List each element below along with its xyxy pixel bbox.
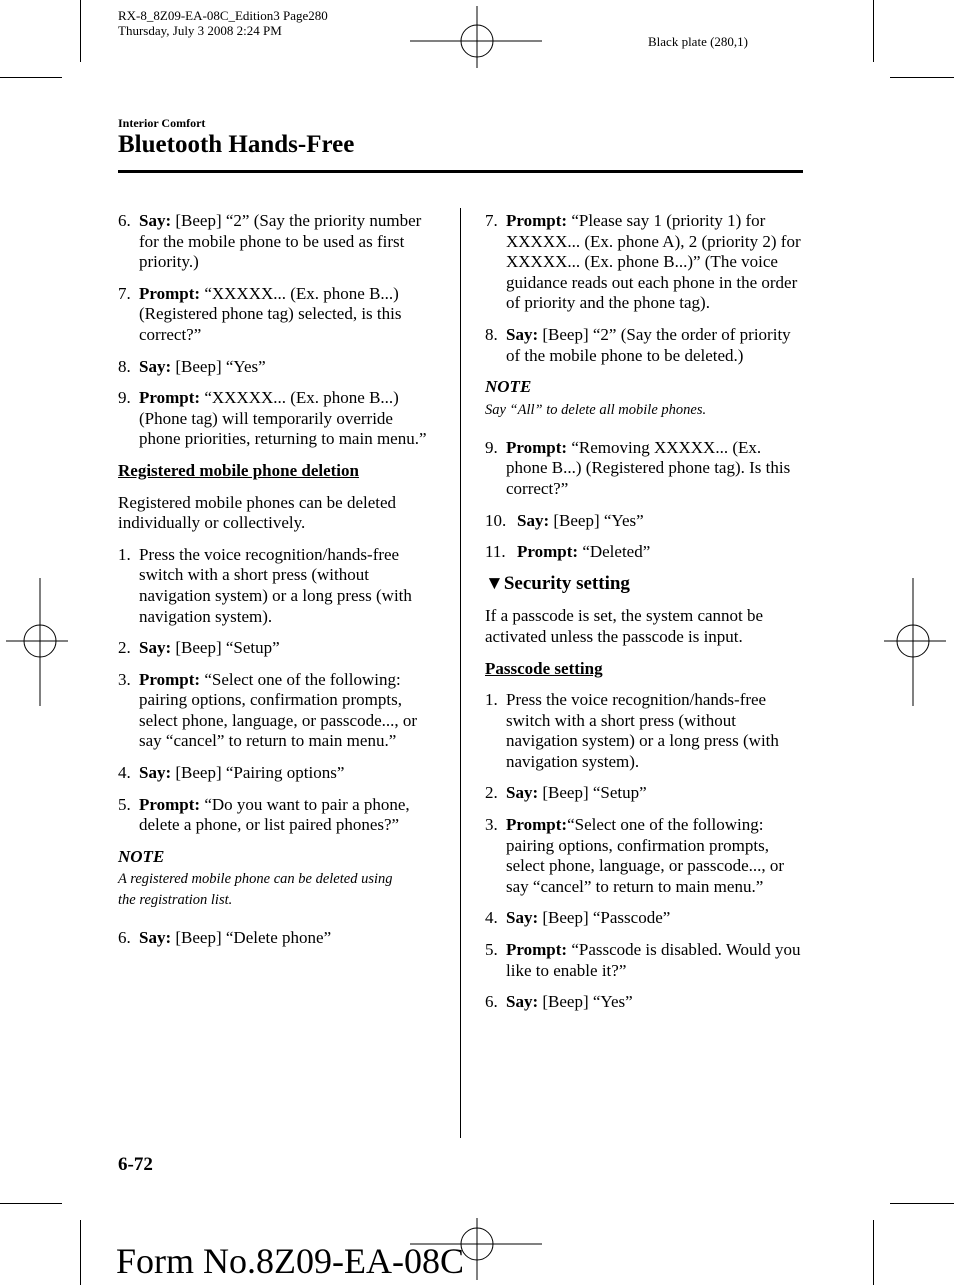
list-item: 9. Prompt: “XXXXX... (Ex. phone B...) (Phone tag) will temporarily override phone priorities, returning to main menu.”: [118, 388, 427, 449]
page-title: Bluetooth Hands-Free: [118, 131, 355, 158]
registration-mark-left: [6, 578, 68, 706]
list-item: 10. Say: [Beep] “Yes”: [485, 510, 644, 530]
list-item: 6. Say: [Beep] “Yes”: [485, 992, 633, 1012]
list-item: 7. Prompt: “XXXXX... (Ex. phone B...) (Registered phone tag) selected, is this correct?”: [118, 283, 402, 344]
list-item: 6. Say: [Beep] “2” (Say the priority number for the mobile phone to be used as first priority.): [118, 211, 422, 272]
title-rule: [118, 170, 803, 173]
registration-mark-top: [410, 6, 542, 68]
list-item: 9. Prompt: “Removing XXXXX... (Ex. phone B...) (Registered phone tag). Is this correct?”: [485, 437, 791, 498]
list-item: 1. Press the voice recognition/hands-free switch with a short press (without navigation system) or a long press (with navigation system).: [485, 690, 779, 771]
list-item: 8. Say: [Beep] “2” (Say the order of priority of the mobile phone to be deleted.): [485, 324, 791, 365]
triangle-down-icon: ▼: [485, 572, 504, 594]
list-item: 3. Prompt: “Select one of the following: pairing options, confirmation prompts, select phone, language, or passcode..., or say “cancel” to return to main menu.”: [118, 669, 418, 751]
right-column: [485, 211, 803, 1024]
list-item: 5. Prompt: “Do you want to pair a phone, delete a phone, or list paired phones?”: [118, 794, 410, 835]
note-heading: NOTE: [118, 846, 165, 866]
list-item: 5. Prompt: “Passcode is disabled. Would you like to enable it?”: [485, 940, 801, 980]
deletion-intro: Registered mobile phones can be deleted individually or collectively.: [118, 492, 397, 533]
section-label: Interior Comfort: [118, 116, 206, 130]
subheading-passcode: Passcode setting: [485, 658, 603, 678]
file-line: RX-8_8Z09-EA-08C_Edition3 Page280: [118, 8, 328, 23]
list-item: 2. Say: [Beep] “Setup”: [118, 638, 280, 658]
date-line: Thursday, July 3 2008 2:24 PM: [118, 23, 282, 38]
list-item: 4. Say: [Beep] “Passcode”: [485, 908, 671, 928]
list-item: 11. Prompt: “Deleted”: [485, 542, 651, 562]
list-item: 6. Say: [Beep] “Delete phone”: [118, 928, 332, 948]
note-heading: NOTE: [485, 377, 532, 397]
print-meta: [118, 8, 328, 38]
section-heading-security: ▼Security setting: [485, 572, 630, 594]
column-divider: [460, 208, 461, 1138]
list-item: 4. Say: [Beep] “Pairing options”: [118, 763, 345, 783]
list-item: 2. Say: [Beep] “Setup”: [485, 783, 647, 803]
left-column: [118, 211, 438, 960]
list-item: 8. Say: [Beep] “Yes”: [118, 356, 266, 376]
list-item: 7. Prompt: “Please say 1 (priority 1) for XXXXX... (Ex. phone A), 2 (priority 2) for XXXXX... (Ex. phone B...)” (The voice guidance reads out each phone in the order of priority and the phone tag).: [485, 211, 801, 313]
plate-label: Black plate (280,1): [648, 34, 748, 49]
page-number: 6-72: [118, 1154, 153, 1175]
note-text: A registered mobile phone can be deleted using the registration list.: [118, 871, 393, 909]
security-intro: If a passcode is set, the system cannot be activated unless the passcode is input.: [485, 606, 764, 646]
subheading-deletion: Registered mobile phone deletion: [118, 460, 359, 480]
note-text: Say “All” to delete all mobile phones.: [485, 401, 707, 418]
registration-mark-right: [884, 578, 946, 706]
form-number: Form No.8Z09-EA-08C: [116, 1241, 464, 1281]
list-item: 3. Prompt:“Select one of the following: pairing options, confirmation prompts, select phone, language, or passcode..., or say “cancel” to return to main menu.”: [485, 815, 785, 896]
list-item: 1. Press the voice recognition/hands-free switch with a short press (without navigation system) or a long press (with navigation system).: [118, 544, 412, 626]
